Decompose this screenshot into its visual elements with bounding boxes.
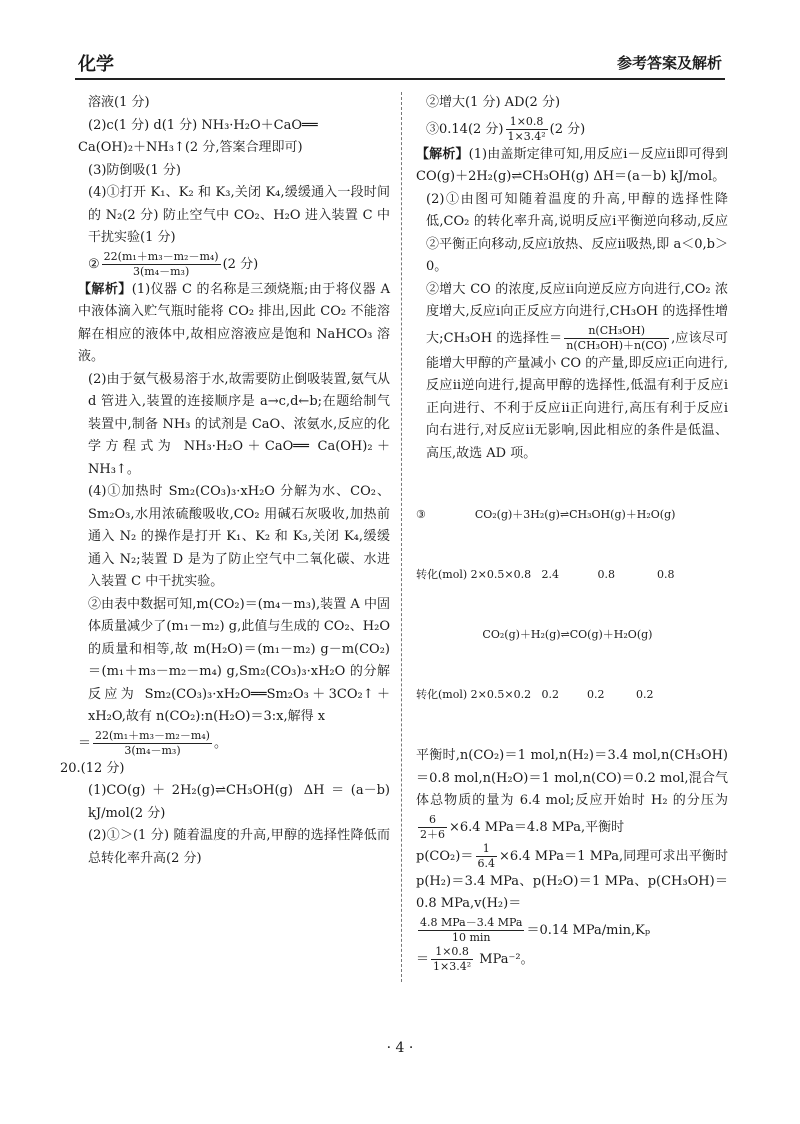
equals: ＝ (78, 735, 92, 751)
analysis-text: (1)由盖斯定律可知,用反应ⅰ－反应ⅱ即可得到 CO(g)＋2H₂(g)⇌CH₃OH(g) ΔH＝(a－b) kJ/mol。 (416, 146, 728, 184)
analysis-paragraph (416, 144, 728, 189)
formula-line (78, 250, 390, 279)
answer-line: (2)①＞(1 分) 随着温度的升高,甲醇的选择性降低而总转化率升高(2 分) (88, 828, 390, 866)
fraction (476, 842, 498, 871)
analysis-paragraph (416, 916, 728, 945)
fraction (418, 916, 524, 945)
denominator: n(CH₃OH)＋n(CO) (566, 338, 668, 352)
numerator: n(CH₃OH) (564, 324, 669, 339)
numerator: 1 (476, 842, 498, 857)
denominator: 1×3.4² (433, 959, 472, 973)
numerator: 22(m₁＋m₃－m₂－m₄) (103, 249, 219, 263)
right-column (416, 92, 728, 974)
subject-title: 化学 (78, 54, 114, 75)
analysis-text: MPa⁻²。 (475, 951, 534, 967)
analysis-paragraph (416, 745, 728, 842)
analysis-paragraph (416, 842, 728, 916)
formula-line (78, 729, 390, 758)
score: (2 分) (549, 121, 586, 137)
analysis-text: ,应该尽可能增大甲醇的产量减小 CO 的产量,即反应ⅰ正向进行,反应ⅱ逆向进行,提高甲醇的选择性,低温有利于反应ⅰ正向进行、不利于反应ⅱ正向进行,高压有利于反应ⅰ向右进行,对反应ⅱ无影响,因此相应的条件是低温、高压,故选 AD 项。 (426, 330, 728, 461)
analysis-text: ＝0.14 MPa/min,Kₚ (526, 922, 651, 938)
fraction (418, 813, 447, 842)
equation-row: 转化(mol) 2×0.5×0.8 2.4 0.8 0.8 (416, 568, 675, 581)
numerator: 1×0.8 (506, 115, 548, 130)
analysis-text: ×6.4 MPa＝4.8 MPa,平衡时 (449, 819, 625, 835)
analysis-tag: 【解析】 (78, 281, 132, 297)
formula-line (416, 115, 728, 144)
denominator: 3(m₄－m₃) (133, 264, 190, 278)
equation-table (416, 465, 728, 745)
equation-row: ③ CO₂(g)＋3H₂(g)⇌CH₃OH(g)＋H₂O(g) (416, 508, 676, 521)
analysis-text: p(CO₂)＝ (416, 848, 474, 864)
column-divider (401, 92, 402, 982)
analysis-text: ②增大 CO 的浓度,反应ⅱ向逆反应方向进行,CO₂ 浓度增大,反应ⅰ向正反应方向进行,CH₃OH 的选择性增大;CH₃OH 的选择性＝ (426, 281, 728, 346)
answer-value: ③0.14(2 分) (426, 121, 504, 137)
analysis-text: 平衡时,n(CO₂)＝1 mol,n(H₂)＝3.4 mol,n(CH₃OH)＝0.8 mol,n(H₂O)＝1 mol,n(CO)＝0.2 mol,混合气体总物质的量为 6.4 mol;反应开始时 H₂ 的分压为 (416, 748, 728, 808)
denominator: 1×3.4² (507, 129, 546, 143)
fraction (431, 945, 473, 974)
answer-line: Ca(OH)₂＋NH₃↑(2 分,答案合理即可) (78, 140, 303, 155)
analysis-paragraph: ②由表中数据可知,m(CO₂)＝(m₄－m₃),装置 A 中固体质量减少了(m₁－m₂) g,此值与生成的 CO₂、H₂O 的质量和相等,故 m(H₂O)＝(m₁－m₂) g－m(CO₂)＝(m₁＋m₃－m₂－m₄) g,Sm₂(CO₃)₃·xH₂O 的分解反应为 Sm₂(CO₃)₃·xH₂O══Sm₂O₃＋3CO₂↑＋xH₂O,故有 n(CO₂):n(H₂O)＝3:x,解得 x (88, 596, 390, 724)
analysis-text: ×6.4 MPa＝1 MPa,同理可求出平衡时 p(H₂)＝3.4 MPa、p(H₂O)＝1 MPa、p(CH₃OH)＝0.8 MPa,v(H₂)＝ (416, 848, 728, 911)
fraction (93, 729, 212, 758)
analysis-tag: 【解析】 (416, 146, 469, 162)
left-column (60, 92, 390, 870)
section-title: 参考答案及解析 (616, 54, 722, 72)
equals: ＝ (416, 951, 430, 967)
numerator: 1×0.8 (431, 945, 473, 960)
fraction (506, 115, 548, 144)
equation-row: 转化(mol) 2×0.5×0.2 0.2 0.2 0.2 (416, 688, 654, 701)
denominator: 2＋6 (420, 827, 445, 841)
marker: ② (88, 256, 100, 272)
fraction (102, 250, 221, 279)
score: (2 分) (222, 256, 259, 272)
period: 。 (213, 735, 227, 751)
denominator: 3(m₄－m₃) (124, 743, 181, 757)
analysis-text: (1)仪器 C 的名称是三颈烧瓶;由于将仪器 A 中液体滴入贮气瓶时能将 CO₂ 排出,因此 CO₂ 不能溶解在相应的液体中,故相应溶液应是饱和 NaHCO₃ 溶液。 (78, 281, 390, 364)
fraction (564, 324, 669, 353)
answer-line: 溶液(1 分) (88, 95, 150, 110)
analysis-paragraph: (4)①加热时 Sm₂(CO₃)₃·xH₂O 分解为水、CO₂、Sm₂O₃,水用浓硫酸吸收,CO₂ 用碱石灰吸收,加热前通入 N₂ 的操作是打开 K₁、K₂ 和 K₃,关闭 K₄,缓缓通入 N₂;装置 D 是为了防止空气中二氧化碳、水进入装置 C 中干扰实验。 (88, 484, 390, 589)
analysis-paragraph (416, 279, 728, 466)
answer-line: (3)防倒吸(1 分) (88, 162, 181, 178)
analysis-paragraph (416, 945, 728, 974)
answer-line: (4)①打开 K₁、K₂ 和 K₃,关闭 K₄,缓缓通入一段时间的 N₂(2 分) 防止空气中 CO₂、H₂O 进入装置 C 中干扰实验(1 分) (88, 185, 390, 245)
page-header (75, 48, 725, 80)
denominator: 10 min (451, 930, 491, 944)
answer-line: ②增大(1 分) AD(2 分) (426, 95, 561, 110)
numerator: 22(m₁＋m₃－m₂－m₄) (95, 728, 210, 742)
question-number: 20.(12 分) (60, 760, 125, 776)
denominator: 6.4 (477, 856, 495, 870)
page-number: · 4 · (386, 1040, 414, 1056)
answer-line: (1)CO(g)＋2H₂(g)⇌CH₃OH(g) ΔH＝(a－b) kJ/mol(2 分) (88, 783, 390, 821)
analysis-paragraph: (2)①由图可知随着温度的升高,甲醇的选择性降低,CO₂ 的转化率升高,说明反应ⅰ平衡逆向移动,反应②平衡正向移动,反应ⅰ放热、反应ⅱ吸热,即 a＜0,b＞0。 (426, 191, 728, 274)
analysis-paragraph (78, 279, 390, 369)
numerator: 6 (418, 813, 447, 828)
equation-row: CO₂(g)＋H₂(g)⇌CO(g)＋H₂O(g) (416, 628, 653, 641)
numerator: 4.8 MPa－3.4 MPa (420, 915, 523, 929)
analysis-paragraph: (2)由于氨气极易溶于水,故需要防止倒吸装置,氨气从 d 管进入,装置的连接顺序是 a→c,d←b;在题给制气装置中,制备 NH₃ 的试剂是 CaO、浓氨水,反应的化学方程式为 NH₃·H₂O＋CaO══ Ca(OH)₂＋NH₃↑。 (88, 371, 390, 477)
answer-line: (2)c(1 分) d(1 分) NH₃·H₂O＋CaO══ (88, 117, 318, 133)
